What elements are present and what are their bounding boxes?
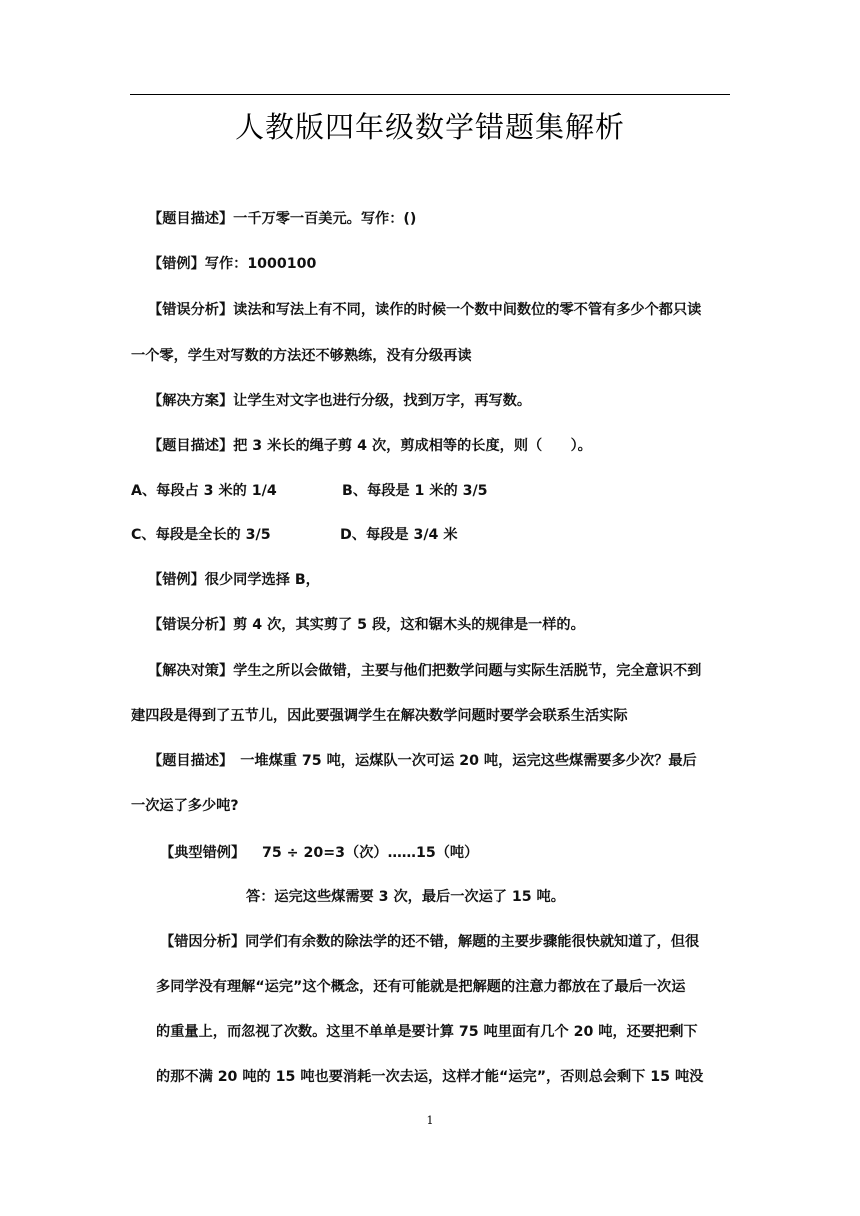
option-a: A、每段占 3 米的 1/4: [131, 483, 277, 499]
option-b: B、每段是 1 米的 3/5: [342, 483, 488, 499]
answer-line: 答：运完这些煤需要 3 次，最后一次运了 15 吨。: [246, 889, 565, 905]
text-line: 的重量上，而忽视了次数。这里不单单是要计算 75 吨里面有几个 20 吨，还要把剩下: [156, 1024, 698, 1040]
text-line: 【题目描述】 一堆煤重 75 吨，运煤队一次可运 20 吨，运完这些煤需要多少次？最后: [148, 753, 697, 769]
page-number: 1: [426, 1114, 434, 1127]
text-line: 【题目描述】把 3 米长的绳子剪 4 次，剪成相等的长度，则（ ）。: [148, 438, 592, 454]
text-line: 【错因分析】同学们有余数的除法学的还不错，解题的主要步骤能很快就知道了，但很: [160, 934, 700, 950]
header-rule: [130, 94, 730, 95]
document-title: 人教版四年级数学错题集解析: [234, 110, 625, 144]
text-line: 一个零，学生对写数的方法还不够熟练，没有分级再读: [131, 348, 472, 364]
text-line: 多同学没有理解“运完”这个概念，还有可能就是把解题的注意力都放在了最后一次运: [156, 979, 686, 995]
equation: 75 ÷ 20=3（次）……15（吨）: [262, 845, 479, 861]
text-line: 【题目描述】一千万零一百美元。写作：(): [148, 211, 417, 227]
text-line: 【解决对策】学生之所以会做错，主要与他们把数学问题与实际生活脱节，完全意识不到: [148, 663, 702, 679]
text-line: 建四段是得到了五节儿，因此要强调学生在解决数学问题时要学会联系生活实际: [131, 708, 628, 724]
text-line: 一次运了多少吨?: [131, 798, 239, 814]
text-line: 【错误分析】剪 4 次，其实剪了 5 段，这和锯木头的规律是一样的。: [148, 617, 585, 633]
option-d: D、每段是 3/4 米: [340, 527, 458, 543]
text-line: 【错例】很少同学选择 B，: [148, 572, 320, 588]
text-line: 【典型错例】: [160, 845, 246, 861]
option-c: C、每段是全长的 3/5: [131, 527, 271, 543]
text-line: 【错误分析】读法和写法上有不同，读作的时候一个数中间数位的零不管有多少个都只读: [148, 302, 702, 318]
text-line: 的那不满 20 吨的 15 吨也要消耗一次去运，这样才能“运完”，否则总会剩下 15 吨没: [156, 1069, 704, 1085]
text-line: 【错例】写作：1000100: [148, 256, 317, 272]
text-line: 【解决方案】让学生对文字也进行分级，找到万字，再写数。: [148, 393, 532, 409]
